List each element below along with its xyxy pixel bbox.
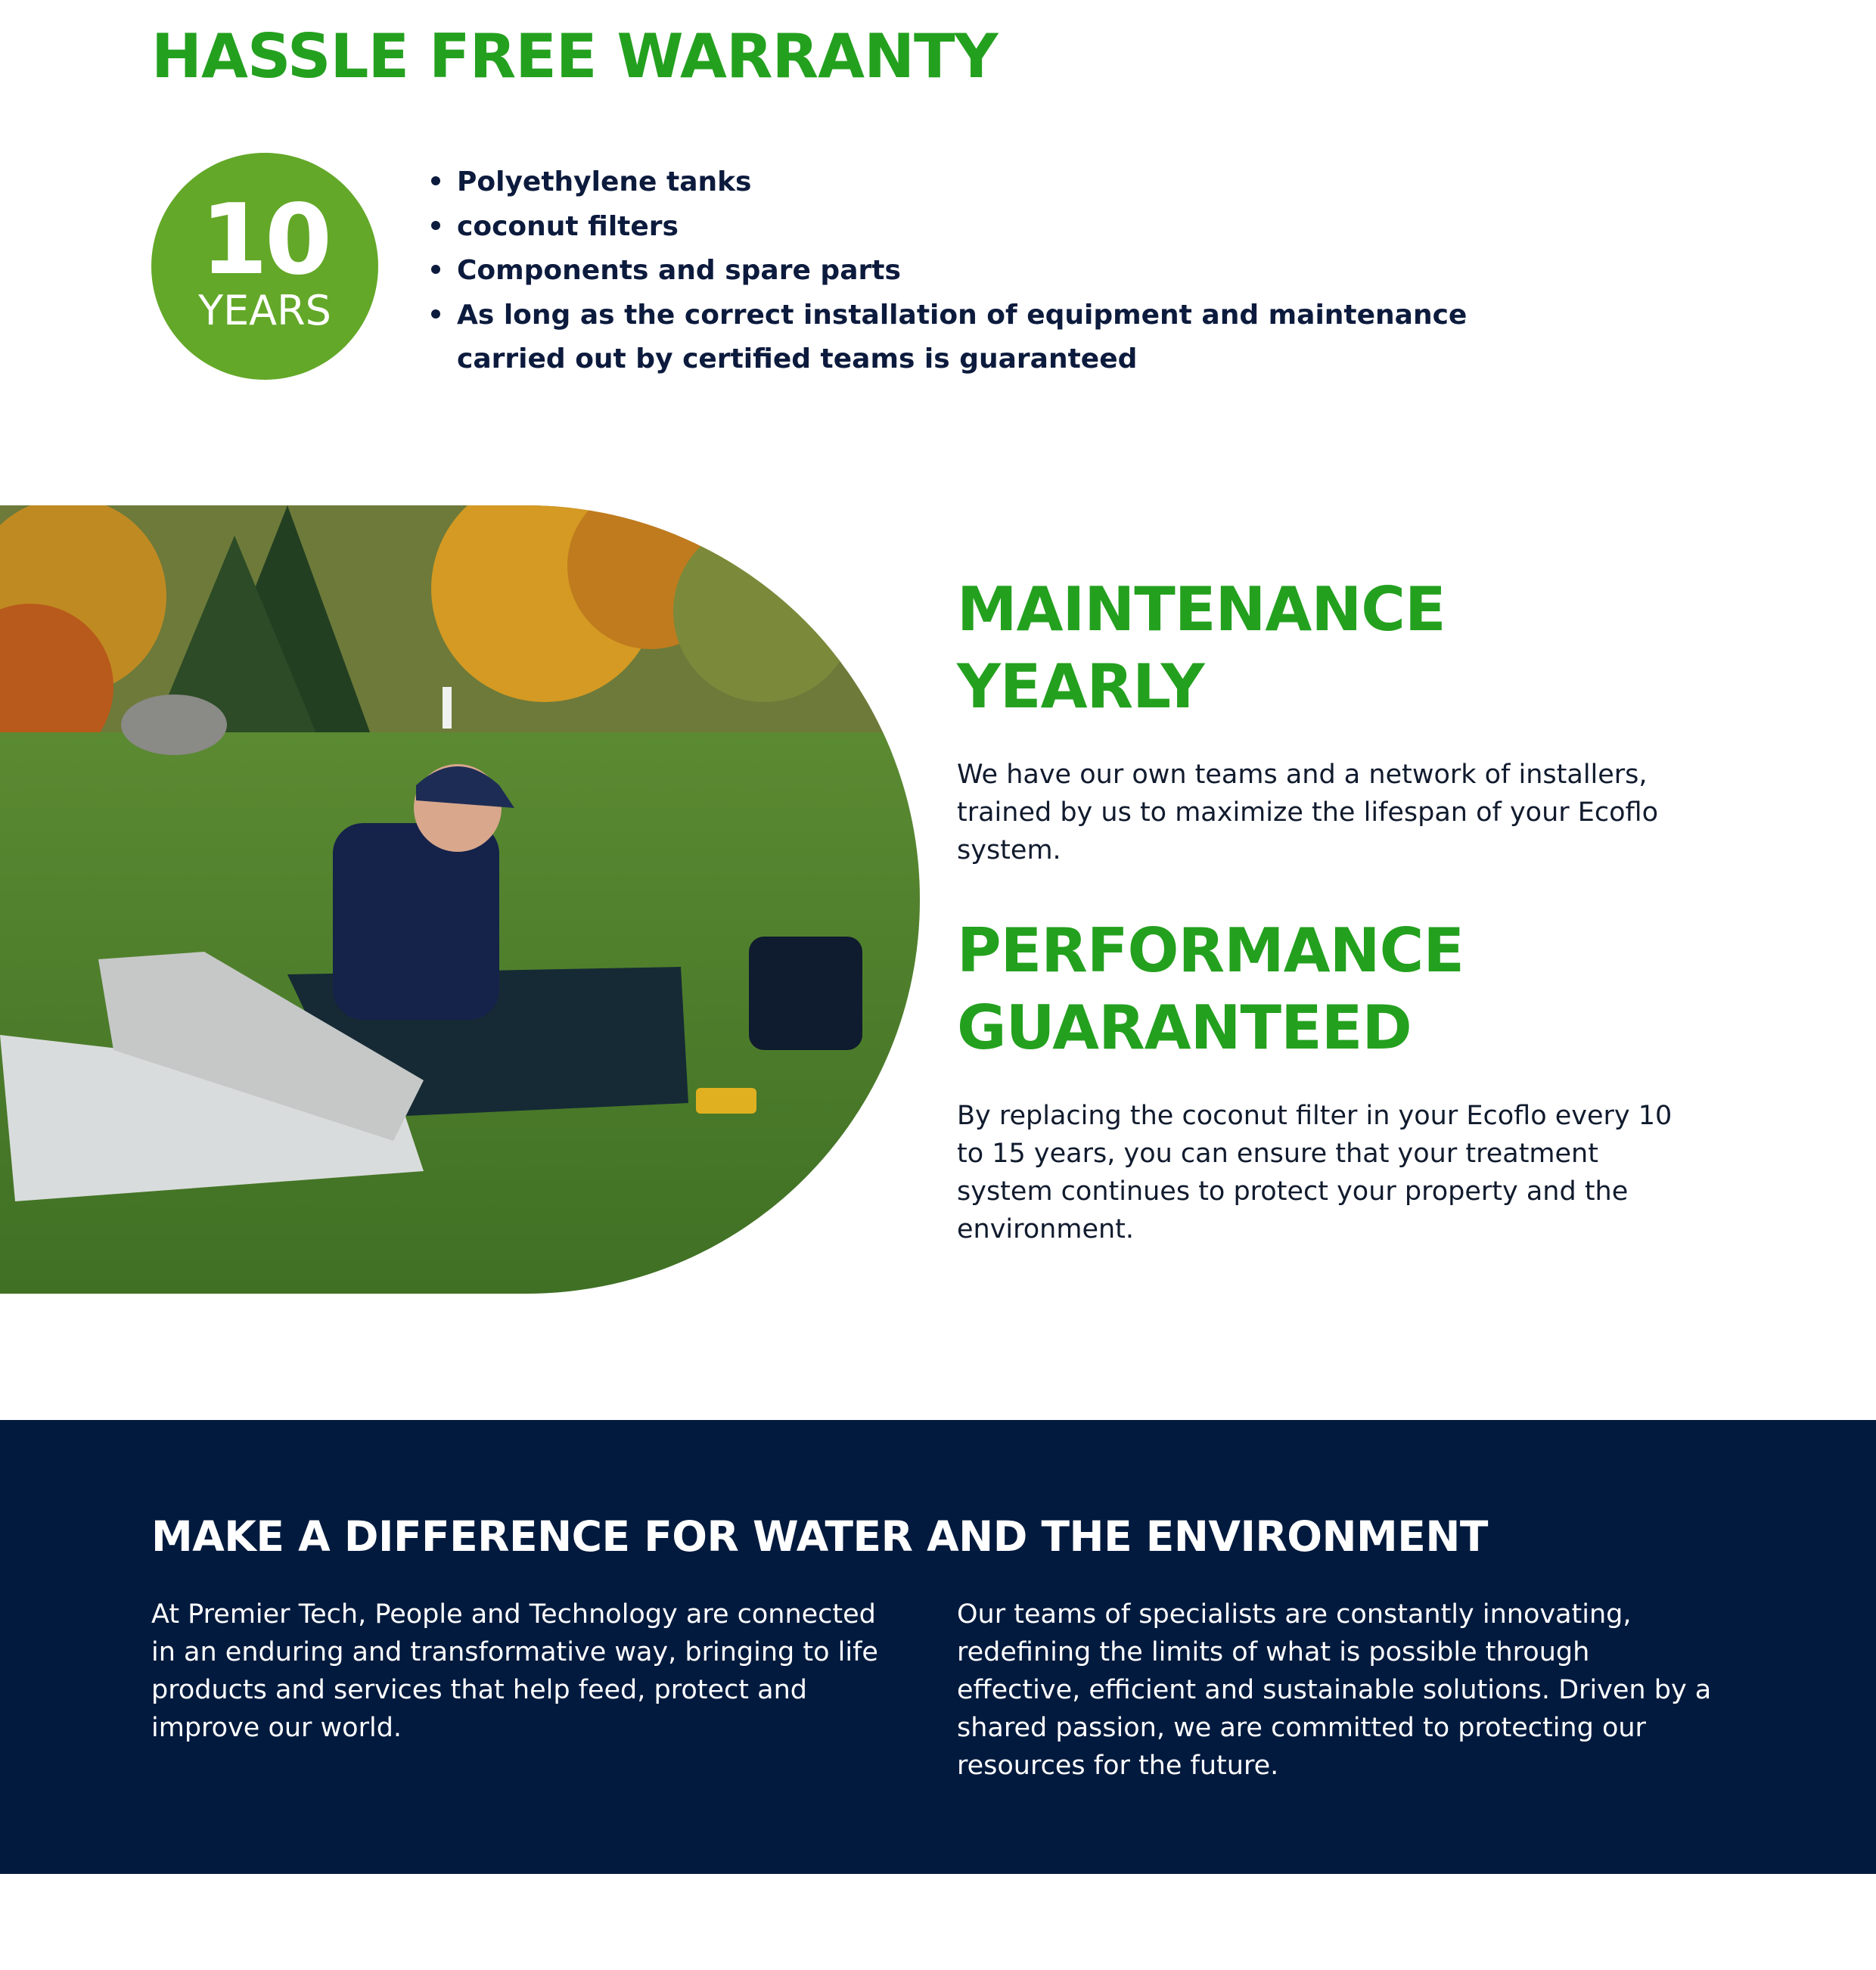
band-text-right: Our teams of specialists are constantly innovating, redefining the limits of what is possible through effective, efficient and sustainable solutions. Driven by a shared passion, we are committed to protecting our resources for the future. <box>957 1599 1712 1781</box>
feature-performance <box>957 912 1676 1248</box>
warranty-item: coconut filters <box>431 205 1566 250</box>
badge-unit: YEARS <box>198 287 331 334</box>
warranty-item: As long as the correct installation of equipment and maintenance carried out by certified teams is guaranteed <box>431 294 1566 382</box>
environment-band <box>0 1420 1876 1874</box>
band-title: MAKE A DIFFERENCE FOR WATER AND THE ENVIRONMENT <box>151 1512 1488 1561</box>
warranty-list <box>431 160 1566 382</box>
badge-number: 10 <box>200 184 330 297</box>
rock <box>121 694 227 755</box>
feature-title-line: YEARLY <box>957 651 1204 722</box>
feature-title-line: MAINTENANCE <box>957 574 1446 645</box>
feature-title <box>957 571 1676 726</box>
power-drill <box>696 1088 756 1114</box>
feature-title <box>957 912 1676 1067</box>
band-text-left: At Premier Tech, People and Technology are connected in an enduring and transformative way, bringing to life products and services that help feed, protect and improve our world. <box>151 1599 878 1743</box>
warranty-title: HASSLE FREE WARRANTY <box>151 21 998 92</box>
tool-bag <box>749 937 862 1050</box>
feature-text: By replacing the coconut filter in your Ecoflo every 10 to 15 years, you can ensure that your treatment system continues to protect your property and the environment. <box>957 1101 1673 1244</box>
feature-title-line: PERFORMANCE <box>957 915 1464 986</box>
feature-maintenance <box>957 571 1676 869</box>
warranty-item: Components and spare parts <box>431 249 1566 294</box>
warranty-item: Polyethylene tanks <box>431 160 1566 205</box>
vent-pipe <box>443 687 452 729</box>
technician-body <box>333 823 499 1020</box>
background-tree <box>673 520 855 702</box>
maintenance-photo <box>0 505 920 1294</box>
feature-title-line: GUARANTEED <box>957 993 1412 1063</box>
ten-years-badge <box>151 153 378 380</box>
feature-text: We have our own teams and a network of installers, trained by us to maximize the lifespan of your Ecoflo system. <box>957 760 1659 865</box>
technician-illustration <box>0 505 920 1294</box>
